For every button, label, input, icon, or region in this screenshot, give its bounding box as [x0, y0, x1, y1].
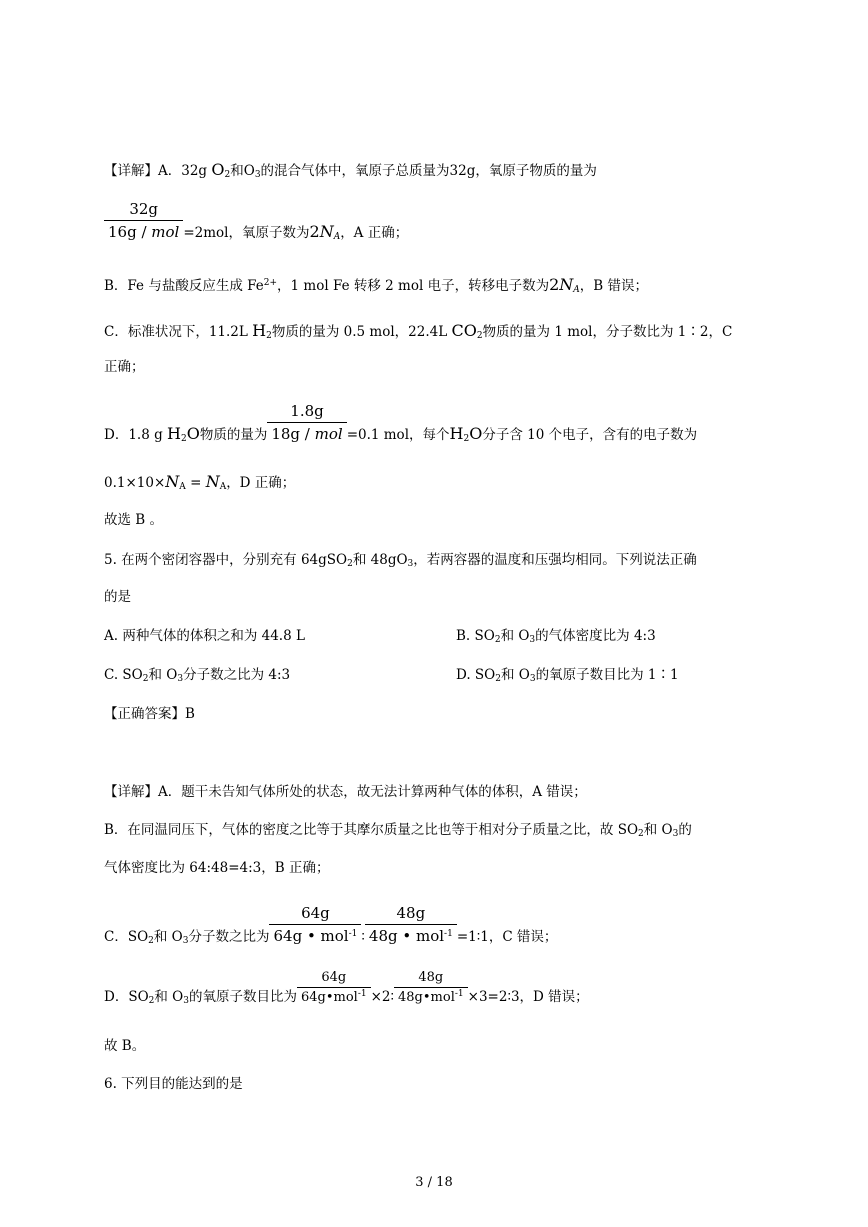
text: D．1.8 g: [104, 427, 168, 443]
fraction-32g: [104, 198, 183, 243]
page-number: 3 / 18: [415, 1175, 453, 1190]
correct-answer: 【正确答案】B: [104, 706, 195, 722]
text: 物质的量为 0.5 mol，22.4L: [271, 324, 452, 340]
text: 2: [549, 275, 560, 294]
subscript: 2: [266, 331, 272, 341]
subscript: 3: [183, 996, 189, 1006]
explain5-c: [104, 902, 557, 947]
formula-h: H: [252, 321, 267, 340]
explain-c-line-2: 正确；: [104, 359, 145, 375]
text: 分子含 10 个电子，含有的电子数为: [482, 427, 698, 443]
subscript: 2: [495, 674, 501, 684]
fraction-48g-b: [394, 968, 468, 1007]
text: B. SO: [456, 628, 495, 644]
text: 和 O: [500, 667, 530, 683]
ratio-colon: ∶: [361, 929, 365, 945]
den-text: 16g /: [108, 223, 152, 241]
text: =0.1 mol，每个: [346, 427, 450, 443]
text: =: [185, 475, 206, 491]
text: 的混合气体中，氧原子总质量为32g，氧原子物质的量为: [260, 163, 597, 179]
explain5-conclusion: 故 B。: [104, 1038, 146, 1054]
text: 【详解】A．32g: [104, 163, 212, 179]
text: 分子数之比为 4:3: [183, 667, 291, 683]
question-5-stem-2: 的是: [104, 589, 131, 605]
subscript: 2: [224, 170, 231, 180]
formula-h: H: [167, 424, 181, 443]
denominator: [267, 423, 346, 445]
text: 的: [678, 822, 692, 838]
subscript: 2: [148, 996, 155, 1006]
explain5-b-2: 气体密度比为 64:48=4:3，B 正确；: [104, 860, 330, 876]
text: 2: [309, 222, 320, 241]
subscript: 2: [638, 829, 644, 839]
subscript: A: [333, 232, 341, 242]
subscript: 3: [529, 674, 536, 684]
denominator: [365, 925, 457, 947]
multiplier: ×2∶: [370, 989, 395, 1005]
text: =2∶3，D 错误；: [487, 989, 589, 1005]
text: 0.1×10×: [104, 475, 166, 491]
denominator: [104, 221, 183, 243]
den-text: 48g•mol: [398, 990, 455, 1005]
superscript: -1: [454, 989, 464, 999]
subscript: 2: [148, 936, 154, 946]
text: 物质的量为 1 mol，分子数比为 1∶2，C: [482, 324, 733, 340]
den-text: 18g /: [271, 425, 315, 443]
text: =2mol，氧原子数为: [183, 225, 310, 241]
text: 的氧原子数目比为 1∶1: [535, 667, 679, 683]
formula-o: O: [211, 160, 225, 179]
subscript: A: [573, 285, 580, 295]
option-a: A. 两种气体的体积之和为 44.8 L: [104, 628, 305, 644]
den-text: 64g • mol: [273, 927, 349, 945]
den-unit: mol: [151, 223, 180, 241]
superscript: -1: [348, 929, 358, 939]
fraction-64g: [269, 902, 361, 947]
explain-c-line: [104, 321, 732, 342]
text: 和 O: [154, 989, 184, 1005]
subscript: 2: [180, 434, 187, 444]
text: 分子数之比为: [188, 929, 270, 945]
text: B．在同温同压下，气体的密度之比等于其摩尔质量之比也等于相对分子质量之比，故 SO: [104, 822, 639, 838]
numerator: 64g: [297, 968, 371, 988]
superscript: -1: [444, 929, 453, 939]
text: 和 O: [153, 929, 183, 945]
subscript: 3: [182, 936, 189, 946]
text: ，若两容器的温度和压强均相同。下列说法正确: [413, 552, 697, 568]
text: ，A 正确；: [340, 225, 409, 241]
fraction-48g: [365, 902, 457, 947]
explain-b-line: [104, 275, 648, 296]
text: B．Fe 与盐酸反应生成 Fe: [104, 278, 264, 294]
den-text: 48g • mol: [368, 927, 445, 945]
superscript: -1: [357, 989, 367, 999]
formula-o: O: [469, 424, 483, 443]
denominator: [394, 988, 468, 1007]
text: D．SO: [104, 989, 149, 1005]
numerator: 1.8g: [267, 400, 346, 423]
formula-co: CO: [451, 321, 477, 340]
question-6-stem: 6. 下列目的能达到的是: [104, 1076, 243, 1092]
question-5-stem: [104, 550, 697, 570]
text: ，D 正确；: [226, 475, 296, 491]
superscript: 2+: [263, 278, 278, 288]
explain5-a: 【详解】A．题干未告知气体所处的状态，故无法计算两种气体的体积，A 错误；: [104, 784, 587, 800]
text: C. SO: [104, 667, 143, 683]
text: ，1 mol Fe 转移 2 mol 电子，转移电子数为: [277, 278, 550, 294]
option-b: [456, 626, 656, 646]
numerator: 48g: [365, 902, 457, 925]
text: 和 48gO: [352, 552, 408, 568]
formula-o: O: [243, 163, 255, 179]
subscript: 3: [407, 559, 414, 569]
subscript: 2: [494, 635, 501, 645]
explain-a-line: [104, 160, 597, 181]
numerator: 64g: [269, 902, 361, 925]
fraction-1-8g: [267, 400, 346, 445]
symbol-n: N: [165, 472, 180, 491]
subscript: 3: [177, 674, 184, 684]
text: 物质的量为: [199, 427, 268, 443]
text: C．标准状况下，11.2L: [104, 324, 253, 340]
den-unit: mol: [314, 425, 343, 443]
denominator: [269, 925, 361, 947]
numerator: 48g: [394, 968, 468, 988]
text: 5. 在两个密闭容器中，分别充有 64gSO: [104, 552, 348, 568]
subscript: 2: [476, 331, 483, 341]
text: =1∶1，C 错误；: [456, 929, 558, 945]
symbol-n: N: [319, 222, 334, 241]
formula-o: O: [186, 424, 200, 443]
symbol-n: N: [559, 275, 574, 294]
text: 和 O: [500, 628, 530, 644]
subscript: 3: [254, 170, 261, 180]
explain-d-line: [104, 400, 697, 445]
explain-a-fraction-line: [104, 198, 408, 243]
text: 的氧原子数目比为: [188, 989, 297, 1005]
den-text: 64g•mol: [300, 990, 358, 1005]
numerator: 32g: [104, 198, 183, 221]
subscript: 3: [672, 829, 679, 839]
subscript: 2: [463, 434, 470, 444]
text: 和: [230, 163, 244, 179]
text: ，B 错误；: [579, 278, 648, 294]
conclusion-line: 故选 B 。: [104, 512, 164, 528]
fraction-64g-b: [297, 968, 371, 1007]
text: C．SO: [104, 929, 149, 945]
explain5-d: [104, 968, 589, 1007]
subscript: A: [219, 482, 227, 492]
option-d: [456, 665, 679, 685]
subscript: A: [179, 482, 186, 492]
explain5-b: [104, 820, 692, 840]
subscript: 2: [142, 674, 149, 684]
explain-d-line-2: [104, 472, 295, 493]
formula-h: H: [449, 424, 464, 443]
subscript: 2: [347, 559, 353, 569]
text: D. SO: [456, 667, 496, 683]
denominator: [297, 988, 371, 1007]
text: 和 O: [643, 822, 673, 838]
multiplier: ×3: [467, 989, 488, 1005]
text: 和 O: [148, 667, 178, 683]
option-c: [104, 665, 290, 685]
subscript: 3: [529, 635, 536, 645]
symbol-n: N: [205, 472, 220, 491]
text: 的气体密度比为 4:3: [535, 628, 656, 644]
